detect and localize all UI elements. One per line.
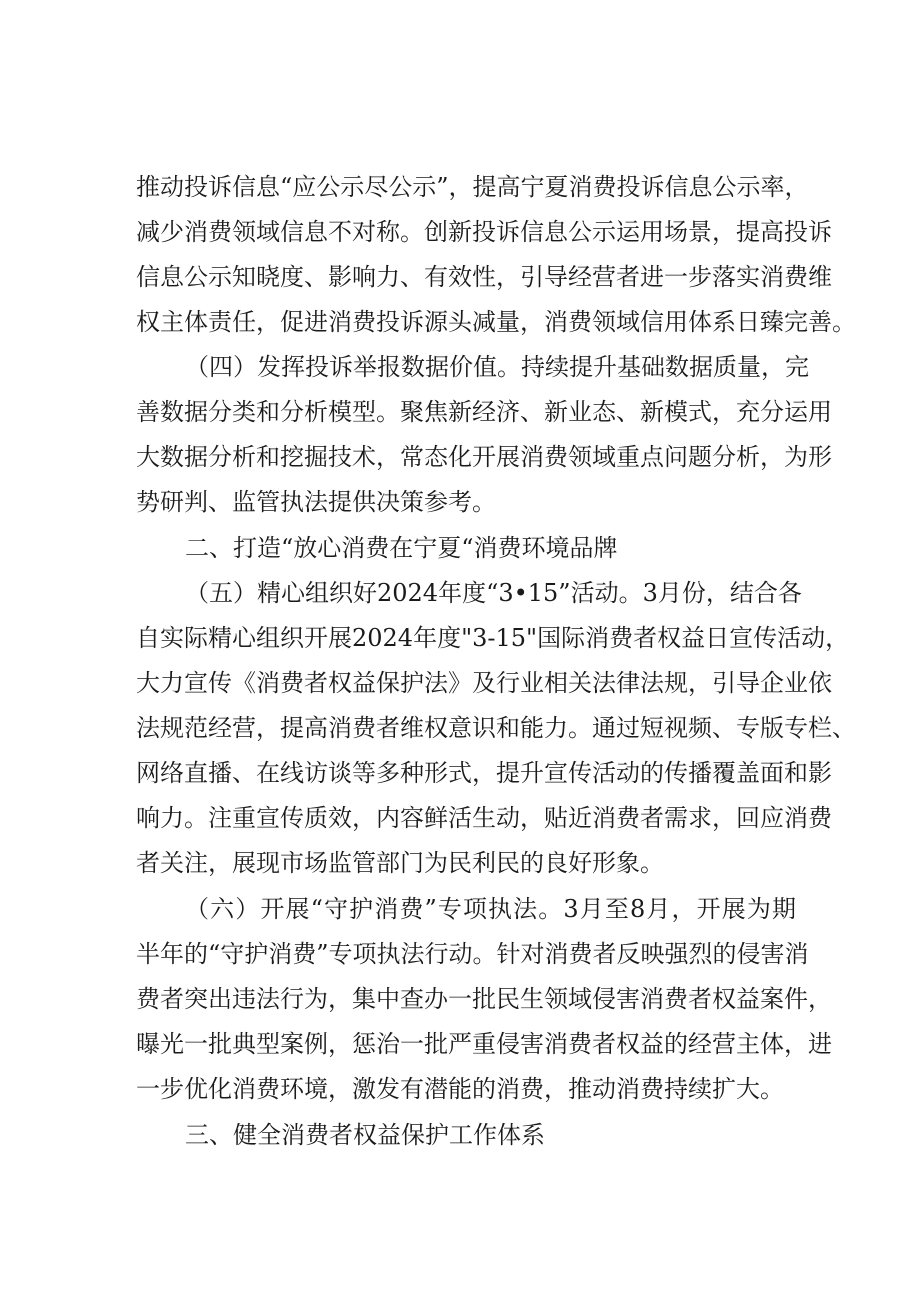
paragraph-line: 自实际精心组织开展2024年度"3-15"国际消费者权益日宣传活动， <box>136 624 850 652</box>
paragraph-line: 半年的“守护消费”专项执法行动。针对消费者反映强烈的侵害消 <box>136 940 809 968</box>
paragraph-line: 势研判、监管执法提供决策参考。 <box>136 488 496 516</box>
paragraph-line: 者关注，展现市场监管部门为民利民的良好形象。 <box>136 849 664 877</box>
paragraph-line: 一步优化消费环境，激发有潜能的消费，推动消费持续扩大。 <box>136 1075 784 1103</box>
paragraph-line: 减少消费领域信息不对称。创新投诉信息公示运用场景，提高投诉 <box>136 218 832 246</box>
paragraph-line: 响力。注重宣传质效，内容鲜活生动，贴近消费者需求，回应消费 <box>136 804 832 832</box>
paragraph-line: （五）精心组织好2024年度“3•15”活动。3月份，结合各 <box>185 579 802 607</box>
paragraph-line: 推动投诉信息“应公示尽公示”，提高宁夏消费投诉信息公示率， <box>136 173 809 201</box>
paragraph-line: 大数据分析和挖掘技术，常态化开展消费领域重点问题分析，为形 <box>136 443 832 471</box>
paragraph-line: 费者突出违法行为，集中查办一批民生领域侵害消费者权益案件， <box>136 985 832 1013</box>
paragraph-line: （四）发挥投诉举报数据价值。持续提升基础数据质量，完 <box>185 353 809 381</box>
paragraph-line: 法规范经营，提高消费者维权意识和能力。通过短视频、专版专栏、 <box>136 714 856 742</box>
section-heading: 二、打造“放心消费在宁夏“消费环境品牌 <box>185 534 618 562</box>
paragraph-line: 信息公示知晓度、影响力、有效性，引导经营者进一步落实消费维 <box>136 263 832 291</box>
paragraph-line: （六）开展“守护消费”专项执法。3月至8月，开展为期 <box>185 895 796 923</box>
paragraph-line: 善数据分类和分析模型。聚焦新经济、新业态、新模式，充分运用 <box>136 398 832 426</box>
paragraph-line: 权主体责任，促进消费投诉源头减量，消费领域信用体系日臻完善。 <box>136 308 856 336</box>
paragraph-line: 网络直播、在线访谈等多种形式，提升宣传活动的传播覆盖面和影 <box>136 759 832 787</box>
section-heading: 三、健全消费者权益保护工作体系 <box>185 1121 545 1149</box>
paragraph-line: 大力宣传《消费者权益保护法》及行业相关法律法规，引导企业依 <box>136 669 832 697</box>
paragraph-line: 曝光一批典型案例，惩治一批严重侵害消费者权益的经营主体，进 <box>136 1030 832 1058</box>
